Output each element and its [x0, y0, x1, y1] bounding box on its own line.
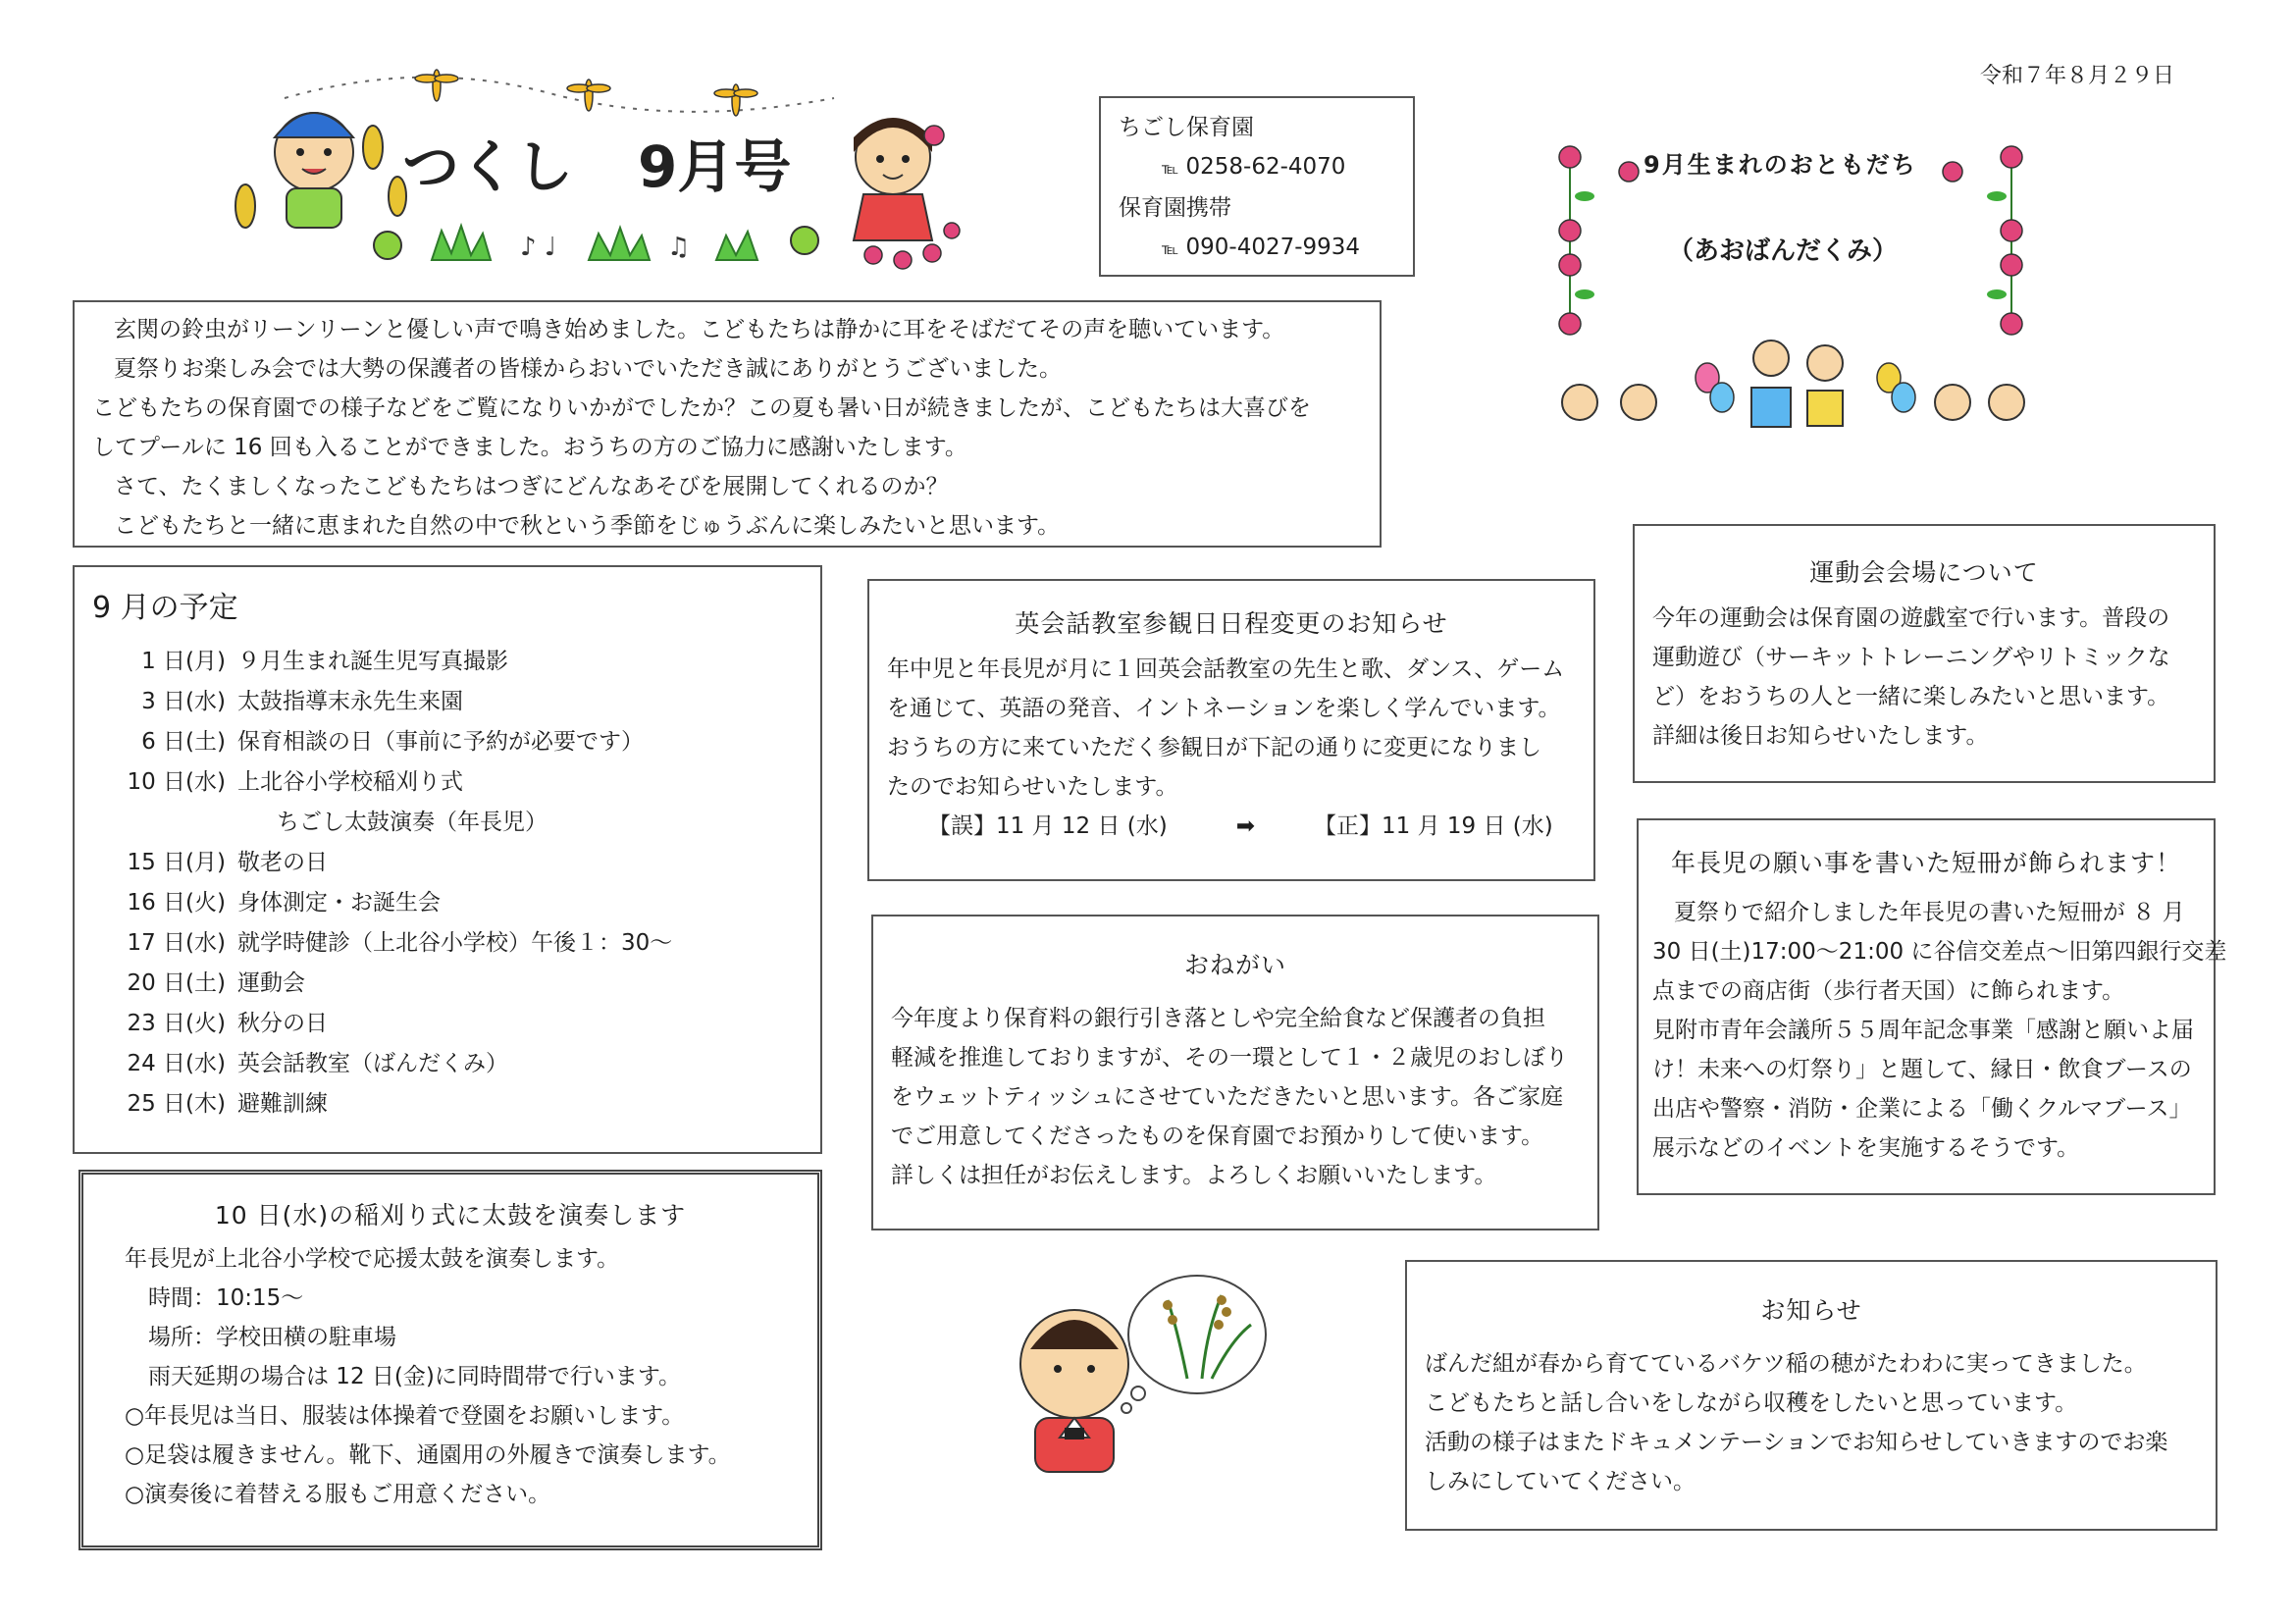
schedule-date: 17 日(水): [127, 930, 226, 956]
schedule-event: 避難訓練: [237, 1091, 328, 1117]
schedule-date: 15 日(月): [127, 850, 226, 875]
schedule-date: 3 日(水): [141, 689, 226, 714]
intro-line: こどもたちと一緒に恵まれた自然の中で秋という季節をじゅうぶんに楽しみたいと思います。: [114, 513, 1061, 539]
sports-line: 運動遊び（サーキットトレーニングやリトミックな: [1652, 645, 2170, 670]
schedule-event: 就学時健診（上北谷小学校）午後１：30～: [237, 930, 673, 956]
birthday-class: （あおばんだくみ）: [1668, 236, 1899, 266]
schedule-row: [92, 722, 820, 762]
sports-line: 今年の運動会は保育園の遊戯室で行います。普段の: [1652, 605, 2170, 631]
schedule-date: 20 日(土): [127, 970, 226, 996]
notice-line: しみにしていてください。: [1425, 1469, 1696, 1494]
sports-line: 詳細は後日お知らせいたします。: [1652, 723, 1989, 749]
english-line: おうちの方に来ていただく参観日が下記の通りに変更になりまし: [887, 735, 1541, 760]
taiko-line: ○年長児は当日、服装は体操着で登園をお願いします。: [125, 1403, 685, 1429]
sports-heading: 運動会会場について: [1809, 558, 2039, 587]
mobile-number: 090-4027-9934: [1185, 235, 1361, 260]
taiko-line: 場所：学校田横の駐車場: [148, 1325, 396, 1350]
schedule-event: 敬老の日: [237, 850, 328, 875]
schedule-row: [92, 883, 820, 923]
request-heading: おねがい: [1183, 951, 1286, 979]
schedule-box: [73, 565, 822, 1154]
schedule-date: 10 日(水): [127, 769, 226, 795]
issue-date: 令和７年８月２９日: [1980, 64, 2175, 88]
schedule-event: 太鼓指導末永先生来園: [237, 689, 463, 714]
request-line: 詳しくは担任がお伝えします。よろしくお願いいたします。: [891, 1163, 1497, 1188]
schedule-event: ちごし太鼓演奏（年長児）: [277, 810, 548, 835]
schedule-event: 保育相談の日（事前に予約が必要です）: [237, 729, 644, 755]
intro-line: してプールに 16 回も入ることができました。おうちの方のご協力に感謝いたします。: [92, 435, 967, 460]
birthday-heading: 9月生まれのおともだち: [1644, 151, 1917, 179]
newsletter-issue: 9月号: [638, 133, 792, 200]
birthday-illustration: [1550, 137, 2031, 451]
intro-line: こどもたちの保育園での様子などをご覧になりいかがでしたか？この夏も暑い日が続きましたが、こどもたちは大喜びを: [92, 395, 1311, 421]
contact-box: [1099, 96, 1415, 277]
intro-box: [73, 300, 1382, 548]
schedule-row: [92, 923, 820, 964]
taiko-heading: 10 日(水)の稲刈り式に太鼓を演奏します: [214, 1201, 687, 1230]
intro-line: さて、たくましくなったこどもたちはつぎにどんなあそびを展開してくれるのか？: [114, 474, 949, 499]
schedule-heading: 9 月の予定: [92, 591, 238, 625]
english-line: たのでお知らせいたします。: [887, 774, 1178, 800]
taiko-line: 雨天延期の場合は 12 日(金)に同時間帯で行います。: [148, 1364, 681, 1389]
schedule-date: 16 日(火): [127, 890, 226, 916]
english-correct-date: 【正】11 月 19 日 (水): [1314, 813, 1553, 839]
title-illustration: [226, 59, 991, 275]
rice-boy-illustration: [1011, 1271, 1276, 1477]
taiko-line: ○演奏後に着替える服もご用意ください。: [125, 1482, 551, 1507]
english-line: 年中児と年長児が月に１回英会話教室の先生と歌、ダンス、ゲーム: [887, 656, 1565, 682]
tanzaku-line: 展示などのイベントを実施するそうです。: [1652, 1135, 2080, 1161]
tanzaku-line: 夏祭りで紹介しました年長児の書いた短冊が ８ 月: [1674, 900, 2185, 925]
schedule-date: 25 日(木): [127, 1091, 226, 1117]
schedule-event: 上北谷小学校稲刈り式: [237, 769, 463, 795]
english-line: を通じて、英語の発音、イントネーションを楽しく学んでいます。: [887, 696, 1561, 721]
tanzaku-line: 見附市青年会議所５５周年記念事業「感謝と願いよ届: [1652, 1018, 2194, 1043]
sports-box: [1633, 524, 2216, 783]
tanzaku-line: 点までの商店街（歩行者天国）に飾られます。: [1652, 978, 2125, 1004]
schedule-row: [92, 762, 820, 803]
notice-line: こどもたちと話し合いをしながら収穫をしたいと思っています。: [1425, 1390, 2078, 1416]
nursery-name: ちごし保育園: [1119, 115, 1254, 140]
tanzaku-line: 出店や警察・消防・企業による「働くクルマブース」: [1652, 1096, 2192, 1122]
tel-number: 0258-62-4070: [1185, 154, 1346, 180]
english-box: [867, 579, 1595, 881]
intro-line: 夏祭りお楽しみ会では大勢の保護者の皆様からおいでいただき誠にありがとうございました。: [114, 356, 1062, 382]
tanzaku-heading: 年長児の願い事を書いた短冊が飾られます！: [1670, 849, 2181, 877]
english-wrong-date: 【誤】11 月 12 日 (水): [928, 813, 1168, 839]
taiko-box: [78, 1170, 822, 1550]
svg-text:♫: ♫: [667, 233, 691, 262]
schedule-date: [92, 803, 237, 843]
taiko-line: ○足袋は履きません。靴下、通園用の外履きで演奏します。: [125, 1442, 731, 1468]
schedule-date: 1 日(月): [141, 649, 226, 674]
request-line: 今年度より保育料の銀行引き落としや完全給食など保護者の負担: [891, 1006, 1545, 1031]
svg-text:♪ ♩: ♪ ♩: [520, 233, 557, 262]
schedule-row: [92, 843, 820, 883]
title-banner: [226, 59, 991, 275]
arrow-icon: ➡: [1235, 813, 1256, 839]
request-line: でご用意してくださったものを保育園でお預かりして使います。: [891, 1124, 1544, 1149]
request-box: [871, 915, 1599, 1230]
notice-heading: お知らせ: [1760, 1296, 1862, 1325]
newsletter-title: つくし: [402, 133, 574, 200]
schedule-event: 身体測定・お誕生会: [237, 890, 441, 916]
mobile-label: 保育園携帯: [1119, 195, 1231, 221]
schedule-date: 23 日(火): [127, 1011, 226, 1036]
tel-label: ℡: [1162, 159, 1179, 178]
schedule-row: [92, 642, 820, 682]
notice-line: 活動の様子はまたドキュメンテーションでお知らせしていきますのでお楽: [1425, 1430, 2168, 1455]
request-line: をウェットティッシュにさせていただきたいと思います。各ご家庭: [891, 1084, 1563, 1110]
sports-line: ど）をおうちの人と一緒に楽しみたいと思います。: [1652, 684, 2170, 709]
schedule-event: 運動会: [237, 970, 305, 996]
tanzaku-box: [1637, 818, 2227, 1195]
request-line: 軽減を推進しておりますが、その一環として１・２歳児のおしぼり: [891, 1045, 1568, 1071]
mobile-tel-label: ℡: [1162, 239, 1179, 258]
intro-line: 玄関の鈴虫がリーンリーンと優しい声で鳴き始めました。こどもたちは静かに耳をそばだてその声を聴いています。: [114, 317, 1285, 342]
notice-line: ばんだ組が春から育てているバケツ稲の穂がたわわに実ってきました。: [1425, 1351, 2147, 1377]
schedule-event: ９月生まれ誕生児写真撮影: [237, 649, 508, 674]
schedule-row: [92, 1084, 820, 1125]
schedule-row: [92, 1004, 820, 1044]
schedule-row: [92, 964, 820, 1004]
english-heading: 英会話教室参観日日程変更のお知らせ: [1015, 609, 1448, 638]
taiko-line: 時間：10:15～: [148, 1285, 304, 1311]
notice-box: [1405, 1260, 2218, 1531]
schedule-event: 秋分の日: [237, 1011, 328, 1036]
schedule-row: [92, 803, 820, 843]
schedule-row: [92, 1044, 820, 1084]
tanzaku-line: け！未来への灯祭り」と題して、縁日・飲食ブースの: [1652, 1057, 2192, 1082]
tanzaku-line: 30 日(土)17:00～21:00 に谷信交差点～旧第四銀行交差: [1652, 939, 2227, 965]
schedule-list: [92, 642, 820, 1125]
birthday-frame: [1550, 137, 2031, 451]
schedule-date: 6 日(土): [141, 729, 226, 755]
taiko-line: 年長児が上北谷小学校で応援太鼓を演奏します。: [125, 1246, 620, 1272]
schedule-date: 24 日(水): [127, 1051, 226, 1076]
schedule-event: 英会話教室（ばんだくみ）: [237, 1051, 508, 1076]
schedule-row: [92, 682, 820, 722]
